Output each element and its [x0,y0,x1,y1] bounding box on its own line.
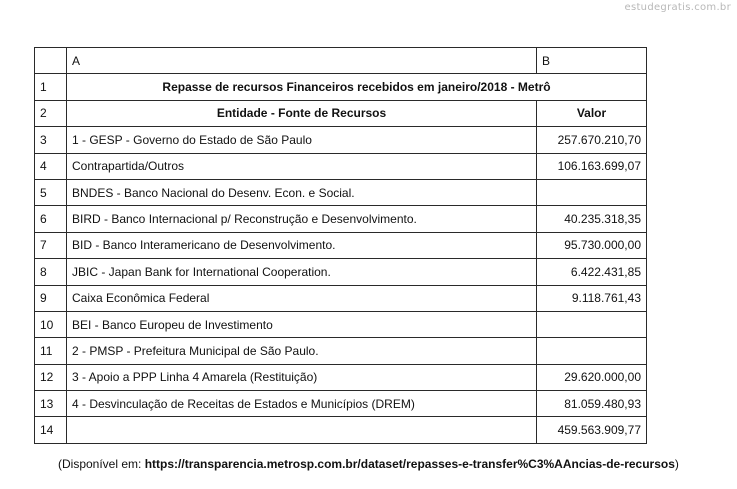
row-number: 5 [35,179,67,205]
sheet-row [35,206,647,232]
row-number: 14 [35,417,67,443]
sheet-row [35,153,647,179]
header-valor-cell: Valor [537,100,647,126]
value-cell: 257.670.210,70 [537,127,647,153]
sheet-row [35,127,647,153]
row-number: 12 [35,364,67,390]
entity-cell: 3 - Apoio a PPP Linha 4 Amarela (Restituição) [67,364,537,390]
sheet-row [35,100,647,126]
entity-cell: 4 - Desvinculação de Receitas de Estados e Municípios (DREM) [67,391,537,417]
row-number: 1 [35,74,67,100]
row-number: 13 [35,391,67,417]
row-number: 3 [35,127,67,153]
entity-cell: BNDES - Banco Nacional do Desenv. Econ. e Social. [67,179,537,205]
sheet-row [35,364,647,390]
column-header-a: A [67,48,537,74]
sheet-row [35,232,647,258]
row-number: 2 [35,100,67,126]
entity-cell: BEI - Banco Europeu de Investimento [67,311,537,337]
value-cell: 81.059.480,93 [537,391,647,417]
column-header-b: B [537,48,647,74]
table-title-cell: Repasse de recursos Financeiros recebidos em janeiro/2018 - Metrô [67,74,647,100]
column-header-row [35,48,647,74]
entity-cell: 2 - PMSP - Prefeitura Municipal de São Paulo. [67,338,537,364]
entity-cell [67,417,537,443]
sheet-row [35,338,647,364]
value-cell: 9.118.761,43 [537,285,647,311]
row-number: 11 [35,338,67,364]
row-number: 4 [35,153,67,179]
value-cell: 6.422.431,85 [537,259,647,285]
source-suffix: ) [674,457,679,471]
value-cell: 29.620.000,00 [537,364,647,390]
sheet-row [35,179,647,205]
row-number: 7 [35,232,67,258]
entity-cell: Caixa Econômica Federal [67,285,537,311]
watermark-text: estudegratis.com.br [624,2,731,13]
entity-cell: 1 - GESP - Governo do Estado de São Paulo [67,127,537,153]
sheet-row [35,391,647,417]
source-url: https://transparencia.metrosp.com.br/dataset/repasses-e-transfer%C3%AAncias-de-recursos [144,457,675,471]
header-entidade-cell: Entidade - Fonte de Recursos [67,100,537,126]
entity-cell: Contrapartida/Outros [67,153,537,179]
value-cell: 40.235.318,35 [537,206,647,232]
source-note [58,457,679,471]
value-cell [537,179,647,205]
entity-cell: JBIC - Japan Bank for International Cooperation. [67,259,537,285]
entity-cell: BID - Banco Interamericano de Desenvolvimento. [67,232,537,258]
value-cell: 106.163.699,07 [537,153,647,179]
value-cell [537,311,647,337]
sheet-row [35,285,647,311]
spreadsheet-table [34,47,647,444]
sheet-row [35,259,647,285]
source-prefix: (Disponível em: [58,457,145,471]
value-cell [537,338,647,364]
corner-cell [35,48,67,74]
total-value-cell: 459.563.909,77 [537,417,647,443]
sheet-row [35,311,647,337]
sheet-row [35,74,647,100]
row-number: 6 [35,206,67,232]
row-number: 8 [35,259,67,285]
row-number: 10 [35,311,67,337]
row-number: 9 [35,285,67,311]
sheet-row [35,417,647,443]
entity-cell: BIRD - Banco Internacional p/ Reconstrução e Desenvolvimento. [67,206,537,232]
value-cell: 95.730.000,00 [537,232,647,258]
